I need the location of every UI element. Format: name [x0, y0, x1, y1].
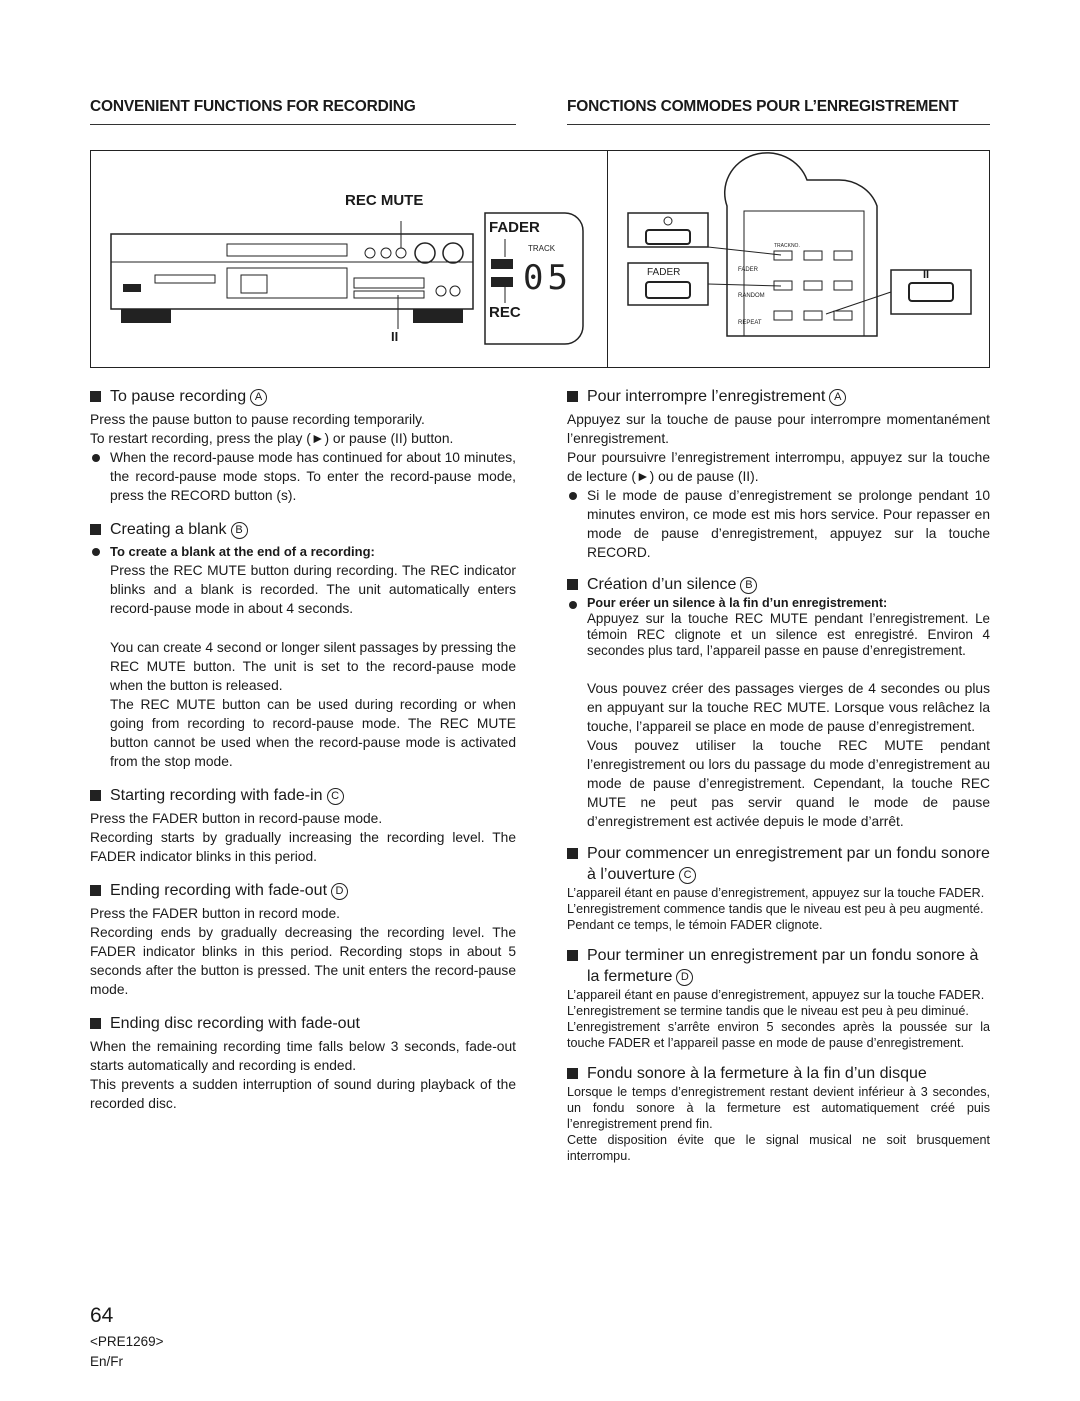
heading-interrompre: Pour interrompre l’enregistrement A: [567, 386, 990, 407]
heading-fondu-fin-disque: Fondu sonore à la fermeture à la fin d’un disque: [567, 1063, 990, 1084]
paragraph: Press the pause button to pause recording temporarily.: [90, 412, 425, 427]
square-bullet-icon: [90, 1018, 101, 1029]
rec-label: REC: [489, 304, 521, 321]
bullet-item: Si le mode de pause d’enregistrement se prolonge pendant 10 minutes environ, ce mode est mis hors service. Pour repasser en mode de pause d’enregistrement, appuyez sur la touche RECORD.: [567, 486, 990, 562]
remote-illustration: [628, 153, 971, 336]
circled-letter-icon: B: [231, 522, 248, 539]
paragraph: Pendant ce temps, le témoin FADER clignote.: [567, 918, 823, 932]
circled-letter-icon: D: [676, 969, 693, 986]
section-title-fr: FONCTIONS COMMODES POUR L’ENREGISTREMENT: [567, 98, 959, 115]
paragraph: L’enregistrement s’arrête environ 5 secondes après la poussée sur la touche FADER et l’appareil passe en mode de pause d’enregistrement.: [567, 1020, 990, 1050]
square-bullet-icon: [567, 848, 578, 859]
svg-text:FADER: FADER: [647, 267, 681, 278]
paragraph: L’enregistrement se termine tandis que le niveau est peu à peu diminué.: [567, 1004, 969, 1018]
square-bullet-icon: [90, 524, 101, 535]
square-bullet-icon: [567, 579, 578, 590]
circled-letter-icon: A: [250, 389, 267, 406]
paragraph: When the remaining recording time falls below 3 seconds, fade-out starts automatically and recording is ended.: [90, 1039, 516, 1073]
heading-fade-in: Starting recording with fade-in C: [90, 785, 516, 806]
heading-pause-recording: To pause recording A: [90, 386, 516, 407]
fader-label: FADER: [489, 219, 540, 236]
remote-pause-box-label: II: [923, 269, 930, 281]
square-bullet-icon: [567, 391, 578, 402]
circled-letter-icon: C: [679, 867, 696, 884]
square-bullet-icon: [567, 950, 578, 961]
heading-fondu-fermeture: Pour terminer un enregistrement par un fondu sonore à la fermeture D: [567, 945, 990, 987]
bullet-item-bold: To create a blank at the end of a recording:: [90, 542, 516, 561]
square-bullet-icon: [567, 1068, 578, 1079]
paragraph: L’appareil étant en pause d’enregistrement, appuyez sur la touche FADER.: [567, 886, 985, 900]
rec-mute-label: REC MUTE: [345, 192, 424, 209]
circled-letter-icon: B: [740, 577, 757, 594]
paragraph: Pour poursuivre l’enregistrement interrompu, appuyez sur la touche de lecture (►) ou de pause (II).: [567, 450, 990, 484]
svg-text:RANDOM: RANDOM: [738, 293, 765, 299]
paragraph: Press the REC MUTE button during recording. The REC indicator blinks and a blank is recorded. The unit automatically enters record-pause mode in about 4 seconds.: [110, 563, 516, 616]
document-language: En/Fr: [90, 1354, 124, 1369]
svg-text:TRACK: TRACK: [528, 244, 556, 253]
square-bullet-icon: [90, 885, 101, 896]
circled-letter-icon: A: [829, 389, 846, 406]
paragraph: To restart recording, press the play (►) or pause (II) button.: [90, 431, 454, 446]
square-bullet-icon: [90, 391, 101, 402]
device-illustration: [91, 151, 989, 367]
paragraph: Lorsque le temps d’enregistrement restant devient inférieur à 3 secondes, un fondu sonore à la fermeture est automatiquement créé puis l’enregistrement prend fin.: [567, 1085, 990, 1131]
paragraph: The REC MUTE button can be used during recording or when going from recording to record-pause mode. The REC MUTE button cannot be used when the record-pause mode is activated from the stop mode.: [110, 697, 516, 769]
svg-text:REPEAT: REPEAT: [738, 320, 762, 326]
paragraph: Vous pouvez créer des passages vierges de 4 secondes ou plus en appuyant sur la touche REC MUTE. Lorsque vous relâchez la touche, l’appareil se place en mode de pause d’enregistrement.: [587, 681, 990, 734]
paragraph: Press the FADER button in record mode.: [90, 906, 340, 921]
bullet-item-bold: Pour eréer un silence à la fin d’un enregistrement:: [567, 595, 990, 611]
bullet-item: When the record-pause mode has continued for about 10 minutes, the record-pause mode stops. To enter the record-pause mode, press the RECORD button (s).: [90, 448, 516, 505]
svg-text:FADER: FADER: [738, 267, 759, 273]
document-code: [90, 1332, 164, 1372]
paragraph: You can create 4 second or longer silent passages by pressing the REC MUTE button. The unit is set to the record-pause mode when the button is released.: [110, 640, 516, 693]
paragraph: Appuyez sur la touche de pause pour interrompre momentanément l’enregistrement.: [567, 412, 990, 446]
page-number: 64: [90, 1304, 114, 1327]
heading-disc-fade-out: Ending disc recording with fade-out: [90, 1013, 516, 1034]
circled-letter-icon: D: [331, 883, 348, 900]
heading-fondu-ouverture: Pour commencer un enregistrement par un fondu sonore à l’ouverture C: [567, 843, 990, 885]
svg-text:05: 05: [523, 258, 572, 298]
svg-text:TRACKNO.: TRACKNO.: [774, 243, 800, 249]
header-rule-fr: [567, 124, 990, 125]
english-column: [90, 386, 516, 1113]
recorder-front-panel: [111, 221, 473, 329]
paragraph: L’appareil étant en pause d’enregistrement, appuyez sur la touche FADER.: [567, 988, 985, 1002]
section-title-en: CONVENIENT FUNCTIONS FOR RECORDING: [90, 98, 416, 115]
french-column: [567, 386, 990, 1164]
paragraph: Recording ends by gradually decreasing the recording level. The FADER indicator blinks in this period. Recording stops in about 5 seconds after the button is pressed. The unit enters the record-pause mode.: [90, 925, 516, 997]
paragraph: Appuyez sur la touche REC MUTE pendant l’enregistrement. Le témoin REC clignote et un silence est enregistré. Environ 4 secondes plus tard, l’appareil passe en pause d’enregistrement.: [587, 611, 990, 658]
paragraph: This prevents a sudden interruption of sound during playback of the recorded disc.: [90, 1077, 516, 1111]
illustration-frame: [90, 150, 990, 368]
pause-symbol-label: II: [391, 329, 399, 344]
square-bullet-icon: [90, 790, 101, 801]
heading-silence: Création d’un silence B: [567, 574, 990, 595]
heading-creating-blank: Creating a blank B: [90, 519, 516, 540]
paragraph: Recording starts by gradually increasing the recording level. The FADER indicator blinks in this period.: [90, 830, 516, 864]
paragraph: Cette disposition évite que le signal musical ne soit brusquement interrompu.: [567, 1133, 990, 1163]
paragraph: Vous pouvez utiliser la touche REC MUTE pendant l’enregistrement ou lors du passage du mode d’enregistrement au mode de pause d’enregistrement. Cependant, la touche REC MUTE ne peut pas servir quand le mode de pause d’enregistrement est activée depuis le mode d’arrêt.: [587, 738, 990, 829]
header-rule-en: [90, 124, 516, 125]
paragraph: Press the FADER button in record-pause mode.: [90, 811, 383, 826]
document-code-id: <PRE1269>: [90, 1334, 164, 1349]
heading-fade-out: Ending recording with fade-out D: [90, 880, 516, 901]
paragraph: L’enregistrement commence tandis que le niveau est peu à peu augmenté.: [567, 902, 984, 916]
circled-letter-icon: C: [327, 788, 344, 805]
